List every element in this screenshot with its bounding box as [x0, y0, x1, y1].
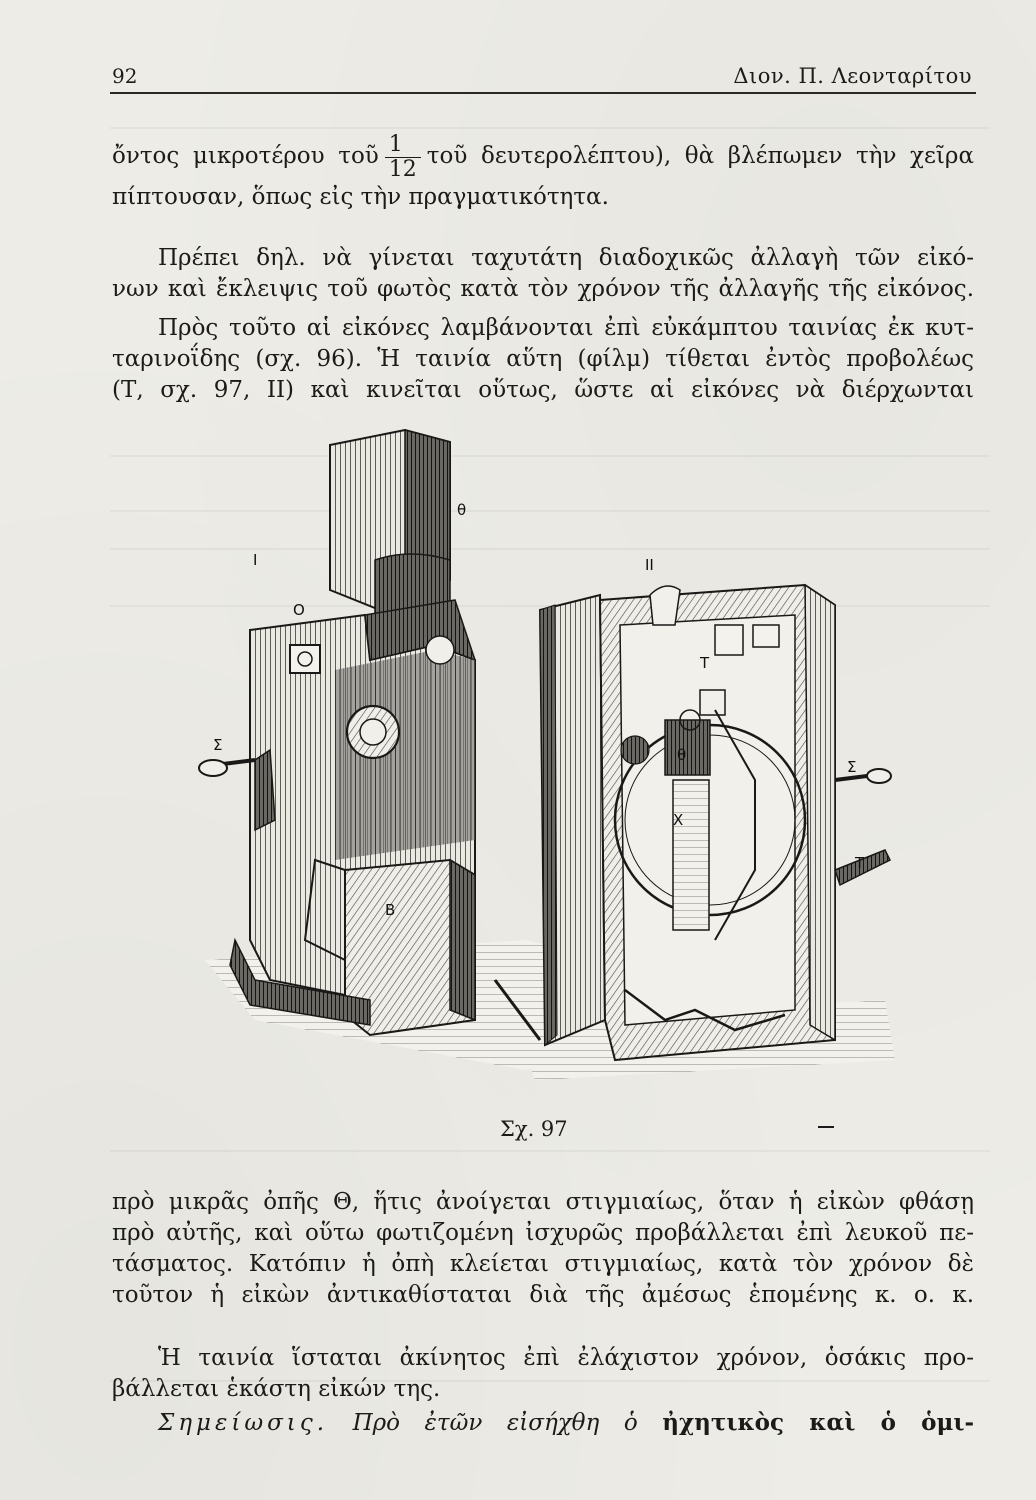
label-X: Χ: [673, 811, 684, 829]
paragraph-2: [112, 243, 974, 305]
paragraph-2-line-2: νων καὶ ἔκλειψις τοῦ φωτὸς κατὰ τὸν χρόνον τῆς ἀλλαγῆς τῆς εἰκόνος.: [112, 276, 974, 302]
label-O: Ο: [293, 601, 305, 619]
paragraph-5-line-1: Ἡ ταινία ἵσταται ἀκίνητος ἐπὶ ἐλάχιστον χρόνον, ὁσάκις προ-: [158, 1345, 974, 1371]
label-I: I: [253, 551, 258, 569]
note-text-italic: Πρὸ ἐτῶν εἰσήχθη ὁ: [352, 1410, 638, 1436]
paragraph-4-line-2: πρὸ αὐτῆς, καὶ οὕτω φωτιζομένη ἰσχυρῶς προβάλλεται ἐπὶ λευκοῦ πε-: [112, 1220, 974, 1246]
figure-caption: Σχ. 97: [500, 1117, 568, 1141]
note-text-bold: ἠχητικὸς καὶ ὁ ὁμι-: [662, 1409, 975, 1436]
page-header: [110, 62, 976, 94]
projector-right: [495, 585, 891, 1060]
label-sigma-left: Σ: [213, 736, 223, 754]
paragraph-3-line-3: (Τ, σχ. 97, ΙΙ) καὶ κινεῖται οὕτως, ὥστε αἱ εἰκόνες νὰ διέρχωνται: [112, 377, 974, 403]
paragraph-5-line-2: βάλλεται ἑκάστη εἰκών της.: [112, 1376, 441, 1402]
paragraph-1-line-2: πίπτουσαν, ὅπως εἰς τὴν πραγματικότητα.: [112, 183, 609, 210]
label-B: Β: [385, 901, 396, 919]
text-fragment: τοῦ δευτερολέπτου), θὰ βλέπωμεν τὴν χεῖρα: [426, 143, 974, 169]
fraction-one-twelfth: [385, 133, 421, 182]
projector-illustration: [195, 420, 895, 1110]
paragraph-2-line-1: Πρέπει δηλ. νὰ γίνεται ταχυτάτη διαδοχικῶς ἀλλαγὴ τῶν εἰκό-: [158, 245, 974, 271]
paragraph-4-line-1: πρὸ μικρᾶς ὀπῆς Θ, ἥτις ἀνοίγεται στιγμιαίως, ὅταν ἡ εἰκὼν φθάσῃ: [112, 1189, 974, 1215]
paragraph-5: [112, 1343, 974, 1405]
label-theta-top: θ: [457, 501, 467, 519]
projector-left: [199, 430, 475, 1035]
paragraph-4-line-3: τάσματος. Κατόπιν ἡ ὀπὴ κλείεται στιγμιαίως, κατὰ τὸν χρόνον δὲ: [112, 1251, 974, 1277]
paragraph-3-line-2: ταρινοΐδης (σχ. 96). Ἡ ταινία αὕτη (φίλμ) τίθεται ἐντὸς προβολέως: [112, 346, 974, 372]
label-T-prime: Τ΄: [855, 854, 872, 872]
caption-dash-mark: [818, 1126, 834, 1128]
label-sigma-right: Σ: [847, 758, 857, 776]
paragraph-4: [112, 1187, 974, 1311]
paragraph-3: [112, 313, 974, 406]
note-paragraph: [112, 1407, 974, 1439]
note-line: [112, 1407, 974, 1439]
text-fragment: ὄντος μικροτέρου τοῦ: [112, 143, 379, 169]
paragraph-1: [112, 131, 974, 213]
label-T: Τ: [700, 654, 710, 672]
paragraph-3-line-1: Πρὸς τοῦτο αἱ εἰκόνες λαμβάνονται ἐπὶ εὐκάμπτου ταινίας ἐκ κυτ-: [158, 315, 974, 341]
label-theta-right: θ: [677, 746, 687, 764]
note-label: Σημείωσις.: [158, 1410, 329, 1436]
label-II: II: [645, 556, 654, 574]
paragraph-1-line-1: [112, 131, 974, 182]
page-number: 92: [112, 64, 138, 88]
paragraph-4-line-4: τοῦτον ἡ εἰκὼν ἀντικαθίσταται διὰ τῆς ἀμέσως ἑπομένης κ. ο. κ.: [112, 1282, 974, 1308]
fraction-numerator: 1: [385, 133, 421, 158]
running-head: Διον. Π. Λεονταρίτου: [733, 64, 972, 88]
fraction-denominator: 12: [388, 156, 417, 182]
